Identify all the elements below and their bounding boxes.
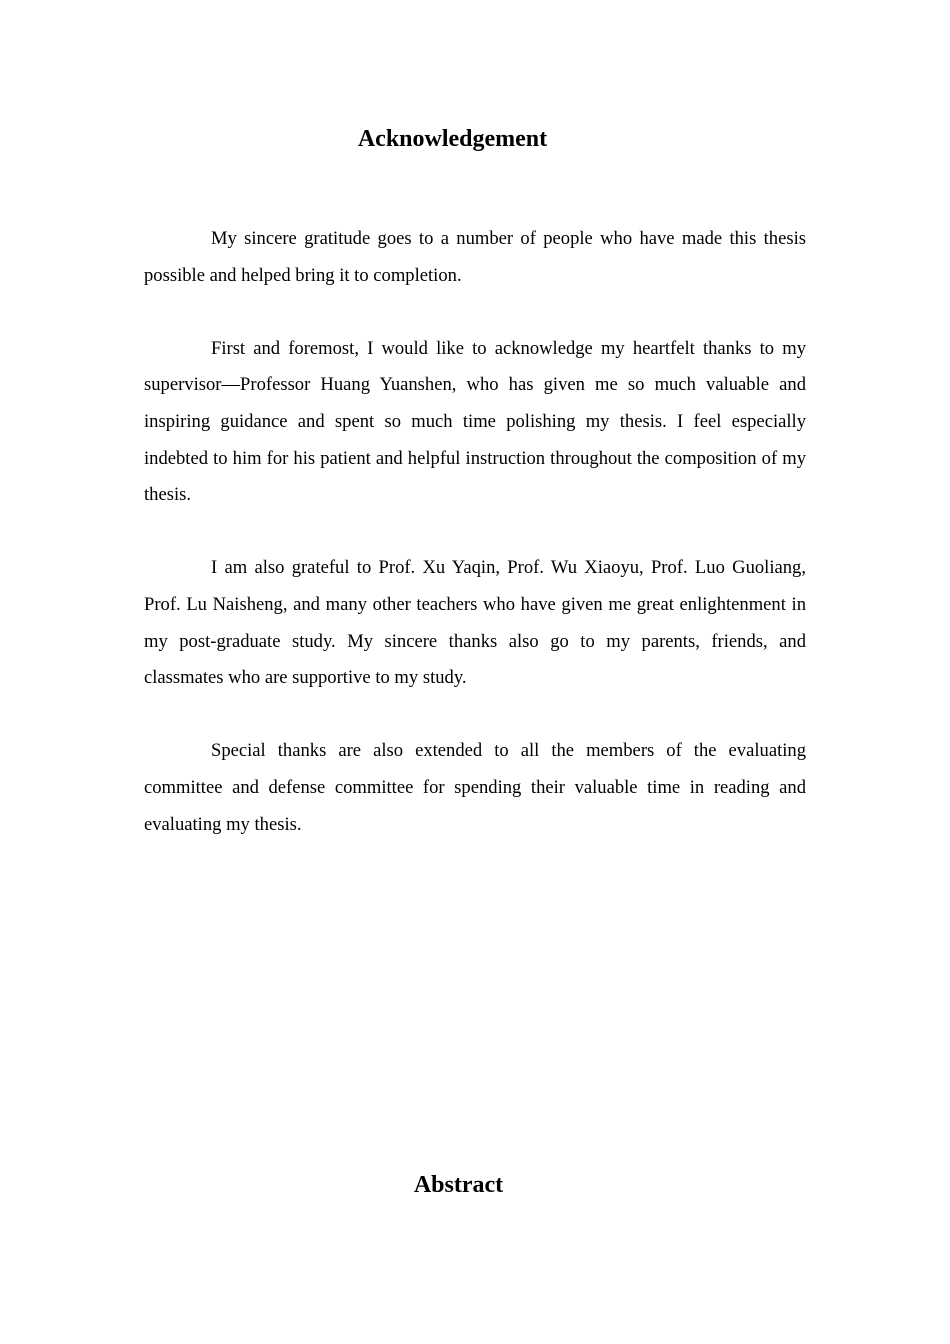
acknowledgement-paragraph-1: My sincere gratitude goes to a number of people who have made this thesis possible and helped bring it to completion. bbox=[144, 228, 806, 286]
acknowledgement-paragraph-3: I am also grateful to Prof. Xu Yaqin, Prof. Wu Xiaoyu, Prof. Luo Guoliang, Prof. Lu Naisheng, and many other teachers who have given me great enlightenment in my post-graduate study. My sincere thanks also go to my parents, friends, and classmates who are supportive to my study. bbox=[144, 557, 806, 689]
acknowledgement-title: Acknowledgement bbox=[357, 126, 548, 152]
acknowledgement-paragraph-4: Special thanks are also extended to all the members of the evaluating committee and defense committee for spending their valuable time in reading and evaluating my thesis. bbox=[144, 740, 806, 835]
acknowledgement-body bbox=[144, 221, 806, 880]
acknowledgement-paragraph-2: First and foremost, I would like to acknowledge my heartfelt thanks to my supervisor—Professor Huang Yuanshen, who has given me so much valuable and inspiring guidance and spent so much time polishing my thesis. I feel especially indebted to him for his patient and helpful instruction throughout the composition of my thesis. bbox=[144, 337, 806, 506]
abstract-title: Abstract bbox=[413, 1172, 504, 1198]
